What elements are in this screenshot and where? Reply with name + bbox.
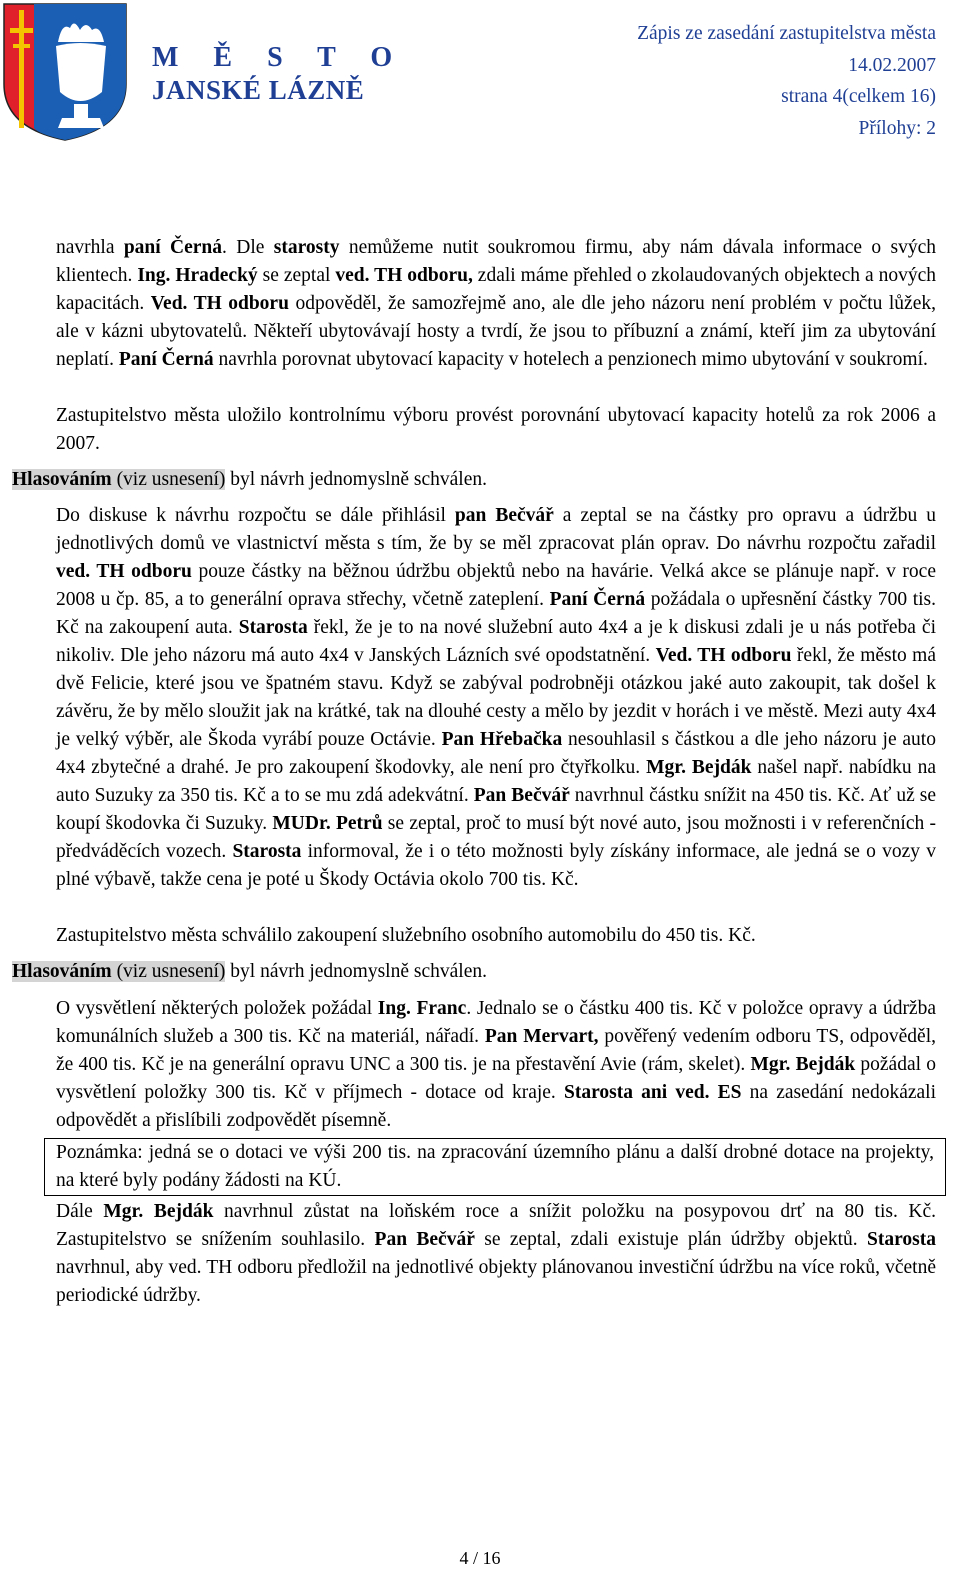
text-segment: Dále xyxy=(56,1201,104,1222)
bold-name-segment: Paní Černá xyxy=(549,589,646,610)
vote-ref: (viz usnesení) xyxy=(111,961,226,982)
document-title: Zápis ze zasedání zastupitelstva města xyxy=(637,23,936,44)
bold-name-segment: starosty xyxy=(273,237,340,258)
page-info: strana 4(celkem 16) xyxy=(781,86,936,107)
bold-name-segment: Mgr. Bejdák xyxy=(750,1054,856,1075)
text-segment: na zasedání nedokázali odpovědět a přislíbili zodpovědět písemně. xyxy=(56,1082,936,1131)
bold-name-segment: Ved. TH odboru xyxy=(150,293,289,314)
paragraph-2 xyxy=(56,502,936,894)
bold-name-segment: ved. TH odboru, xyxy=(335,265,473,286)
paragraph-3 xyxy=(56,995,936,1135)
paragraph-resolution-1: Zastupitelstvo města uložilo kontrolnímu výboru provést porovnání ubytovací kapacity hotelů za rok 2006 a 2007. xyxy=(56,405,936,454)
page-footer-number: 4 / 16 xyxy=(459,1548,501,1568)
text-segment: našel např. nabídku na auto Suzuky za 350 tis. Kč a to se mu zdá adekvátní. xyxy=(56,757,936,806)
bold-name-segment: MUDr. Petrů xyxy=(272,813,383,834)
town-name xyxy=(152,42,406,106)
bold-name-segment: Ing. Hradecký xyxy=(137,265,258,286)
text-segment: pouze částky na běžnou údržbu objektů nebo na havárie. Velká akce se plánuje např. v roce 2008 u čp. 85, a to generální oprava střechy, včetně zateplení. xyxy=(56,561,936,610)
paragraph-1 xyxy=(56,234,936,374)
vote-word: Hlasováním xyxy=(12,961,112,982)
paragraph-4 xyxy=(56,1198,936,1310)
text-segment: Do diskuse k návrhu rozpočtu se dále přihlásil xyxy=(56,505,455,526)
text-segment: navrhla porovnat ubytovací kapacity v hotelech a penzionech mimo ubytování v soukromí. xyxy=(213,349,928,370)
text-segment: se zeptal, proč to musí být nové auto, jsou možnosti i v referenčních - předváděcích vozech. xyxy=(56,813,936,862)
bold-name-segment: Ing. Franc xyxy=(377,998,467,1019)
text-segment: nemůžeme nutit soukromou firmu, aby nám dávala informace o svých klientech. xyxy=(56,237,936,286)
vote-line-2 xyxy=(12,958,936,986)
vote-word: Hlasováním xyxy=(12,469,112,490)
vote-result: byl návrh jednomyslně schválen. xyxy=(225,469,487,490)
text-segment: se zeptal xyxy=(257,265,336,286)
text-segment: pověřený vedením odboru TS, odpověděl, že 400 tis. Kč je na generální opravu UNC a 300 tis. je na přestavění Avie (rám, skelet). xyxy=(56,1026,937,1075)
attachments-info: Přílohy: 2 xyxy=(858,117,936,139)
text-segment: navrhnul částku snížit na 450 tis. Kč. Ať už se koupí škodovka či Suzuky. xyxy=(56,785,936,834)
text-segment: O vysvětlení některých položek požádal xyxy=(56,998,378,1019)
vote-line-1 xyxy=(12,466,936,494)
text-segment: se zeptal, zdali existuje plán údržby objektů. xyxy=(474,1229,868,1250)
text-segment: a zeptal se na částky pro opravu a údržbu u jednotlivých domů ve vlastnictví města s tím, že by se měl zpracovat plán oprav. Do návrhu rozpočtu zařadil xyxy=(56,505,936,554)
bold-name-segment: pan Bečvář xyxy=(454,505,554,526)
text-segment: navrhla xyxy=(56,237,124,258)
document-date: 14.02.2007 xyxy=(848,54,936,76)
document-body xyxy=(12,234,937,1310)
town-crest-logo xyxy=(0,0,130,144)
text-segment: . Dle xyxy=(222,237,274,258)
text-segment: odpověděl, že samozřejmě ano, ale dle jeho názoru není problém v počtu lůžek, ale v kázni ubytovatelů. Někteří ubytovávají hosty a tvrdí, že jsou to příbuzní a známí, kteří jim za ubytování neplatí. xyxy=(56,293,936,370)
text-segment: řekl, že město má dvě Felicie, které jsou ve špatném stavu. Když se zabýval podrobněji otázkou jaké auto zakoupit, tak došel k závěru, že by mělo sloužit jak na krátké, tak na dlouhé cesty a mělo by jezdit v horách i ve městě. Mezi auty 4x4 je velký výběr, ale Škoda vyrábí pouze Octávie. xyxy=(56,645,937,750)
text-segment: řekl, že je to na nové služební auto 4x4 a je k diskusi zdali je u nás potřeba či nikoliv. Dle jeho názoru má auto 4x4 v Janských Lázních své opodstatnění. xyxy=(56,617,936,666)
vote-ref: (viz usnesení) xyxy=(111,469,226,490)
text-segment: informoval, že i o této možnosti byly získány informace, ale jedná se o vozy v plné výbavě, takže cena je poté u Škody Octávia okolo 700 tis. Kč. xyxy=(56,841,936,890)
bold-name-segment: Pan Hřebačka xyxy=(441,729,563,750)
document-header-info xyxy=(637,18,936,144)
bold-name-segment: Mgr. Bejdák xyxy=(103,1201,214,1222)
bold-name-segment: Starosta xyxy=(238,617,308,638)
bold-name-segment: Pan Bečvář xyxy=(473,785,570,806)
bold-name-segment: Starosta xyxy=(232,841,302,862)
bold-name-segment: Paní Černá xyxy=(118,349,214,370)
bold-name-segment: paní Černá xyxy=(123,237,223,258)
text-segment: nesouhlasil s částkou a dle jeho názoru je auto 4x4 zbytečné a drahé. Je pro zakoupení škodovky, ale není pro čtyřkolku. xyxy=(56,729,936,778)
text-segment: navrhnul, aby ved. TH odboru předložil na jednotlivé objekty plánovanou investiční údržbu na více roků, včetně periodické údržby. xyxy=(56,1257,936,1306)
text-segment: . Jednalo se o částku 400 tis. Kč v položce opravy a údržba komunálních služeb a 300 tis. Kč na materiál, nářadí. xyxy=(56,998,936,1047)
bold-name-segment: Ved. TH odboru xyxy=(655,645,792,666)
bold-name-segment: Mgr. Bejdák xyxy=(646,757,752,778)
bold-name-segment: Pan Bečvář xyxy=(374,1229,475,1250)
text-segment: zdali máme přehled o zkolaudovaných objektech a nových kapacitách. xyxy=(56,265,936,314)
bold-name-segment: Pan Mervart, xyxy=(484,1026,599,1047)
paragraph-resolution-2: Zastupitelstvo města schválilo zakoupení služebního osobního automobilu do 450 tis. Kč. xyxy=(56,925,756,946)
town-name-line1: M Ě S T O xyxy=(152,42,407,73)
text-segment: požádal o vysvětlení položky 300 tis. Kč v příjmech - dotace od kraje. xyxy=(56,1054,936,1103)
text-segment: navrhnul zůstat na loňském roce a snížit položku na posypovou drť na 80 tis. Kč. Zastupitelstvo se snížením souhlasilo. xyxy=(56,1201,937,1250)
town-name-line2: JANSKÉ LÁZNĚ xyxy=(152,75,365,105)
vote-result: byl návrh jednomyslně schválen. xyxy=(225,961,487,982)
bold-name-segment: ved. TH odboru xyxy=(56,561,192,582)
text-segment: požádala o upřesnění částky 700 tis. Kč na zakoupení auta. xyxy=(56,589,936,638)
note-box: Poznámka: jedná se o dotaci ve výši 200 tis. na zpracování územního plánu a další drobné dotace na projekty, na které byly podány žádosti na KÚ. xyxy=(44,1138,946,1196)
bold-name-segment: Starosta xyxy=(867,1229,937,1250)
bold-name-segment: Starosta ani ved. ES xyxy=(563,1082,742,1103)
